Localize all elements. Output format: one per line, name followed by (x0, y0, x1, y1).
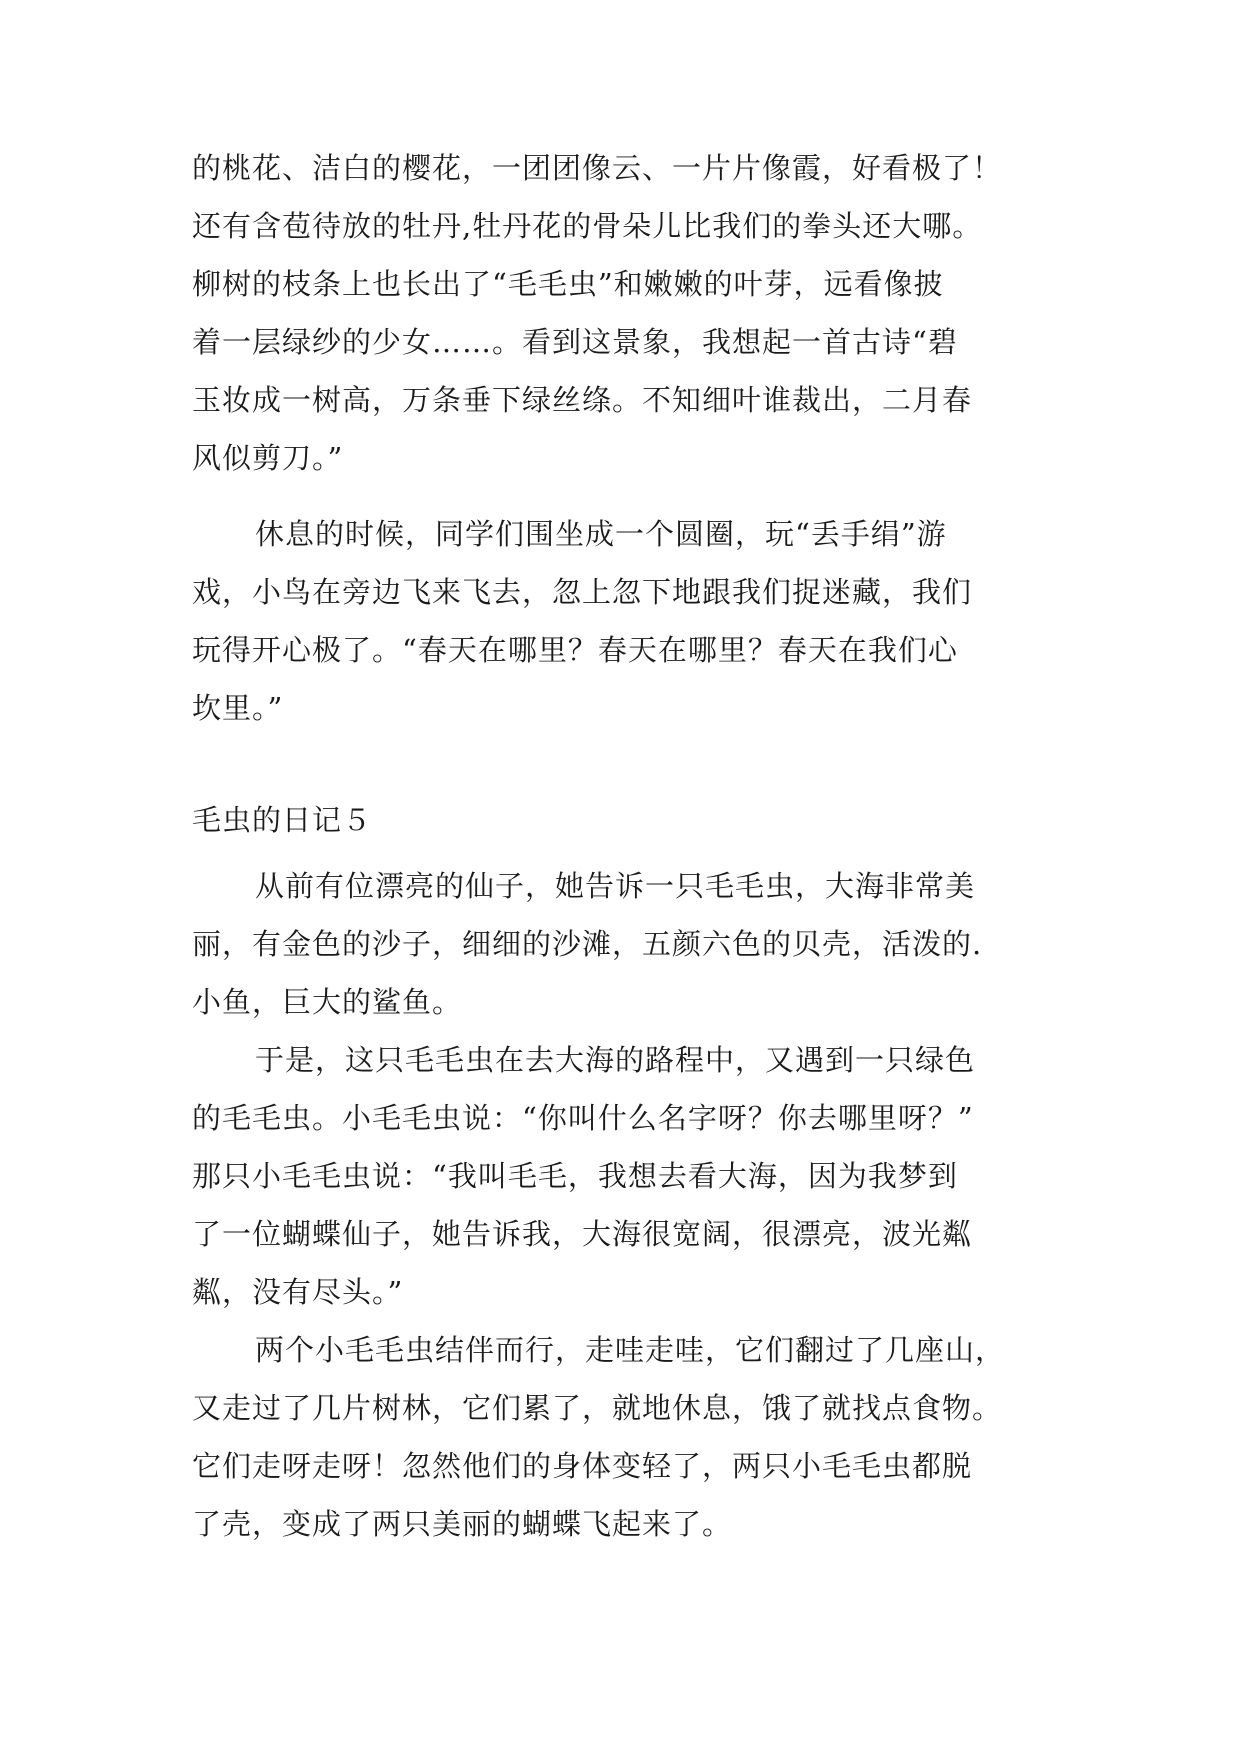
text-line: 粼，没有尽头。” (192, 1275, 404, 1309)
paragraph-first-line: 从前有位漂亮的仙子，她告诉一只毛毛虫，大海非常美 (255, 869, 976, 903)
text-line: 小鱼，巨大的鲨鱼。 (192, 985, 463, 1019)
paragraph-first-line: 于是，这只毛毛虫在去大海的路程中，又遇到一只绿色 (255, 1043, 976, 1077)
paragraph-first-line: 两个小毛毛虫结伴而行，走哇走哇，它们翻过了几座山， (255, 1333, 1006, 1367)
text-line: 了一位蝴蝶仙子，她告诉我，大海很宽阔，很漂亮，波光粼 (192, 1217, 973, 1251)
text-line: 玩得开心极了。“春天在哪里？春天在哪里？春天在我们心 (192, 633, 958, 667)
text-line: 戏，小鸟在旁边飞来飞去，忽上忽下地跟我们捉迷藏，我们 (192, 575, 973, 609)
text-line: 柳树的枝条上也长出了“毛毛虫”和嫩嫩的叶芽，远看像披 (192, 267, 944, 301)
text-line: 了壳，变成了两只美丽的蝴蝶飞起来了。 (192, 1507, 733, 1541)
text-line: 着一层绿纱的少女……。看到这景象，我想起一首古诗“碧 (192, 325, 958, 359)
paragraph-first-line: 休息的时候，同学们围坐成一个圆圈，玩“丢手绢”游 (255, 517, 947, 551)
text-line: 的毛毛虫。小毛毛虫说：“你叫什么名字呀？你去哪里呀？” (192, 1101, 974, 1135)
text-line: 风似剪刀。” (192, 441, 344, 475)
text-line: 的桃花、洁白的樱花，一团团像云、一片片像霞，好看极了！ (192, 151, 1003, 185)
text-line: 那只小毛毛虫说：“我叫毛毛，我想去看大海，因为我梦到 (192, 1159, 958, 1193)
text-line: 玉妆成一树高，万条垂下绿丝绦。不知细叶谁裁出，二月春 (192, 383, 973, 417)
text-line: 又走过了几片树林，它们累了，就地休息，饿了就找点食物。 (192, 1391, 1003, 1425)
text-line: 还有含苞待放的牡丹,牡丹花的骨朵儿比我们的拳头还大哪。 (192, 209, 983, 243)
text-line: 坎里。” (192, 691, 284, 725)
text-line: 丽，有金色的沙子，细细的沙滩，五颜六色的贝壳，活泼的. (192, 927, 983, 961)
diary-title: 毛虫的日记５ (192, 803, 373, 837)
text-line: 它们走呀走呀！忽然他们的身体变轻了，两只小毛毛虫都脱 (192, 1449, 973, 1483)
